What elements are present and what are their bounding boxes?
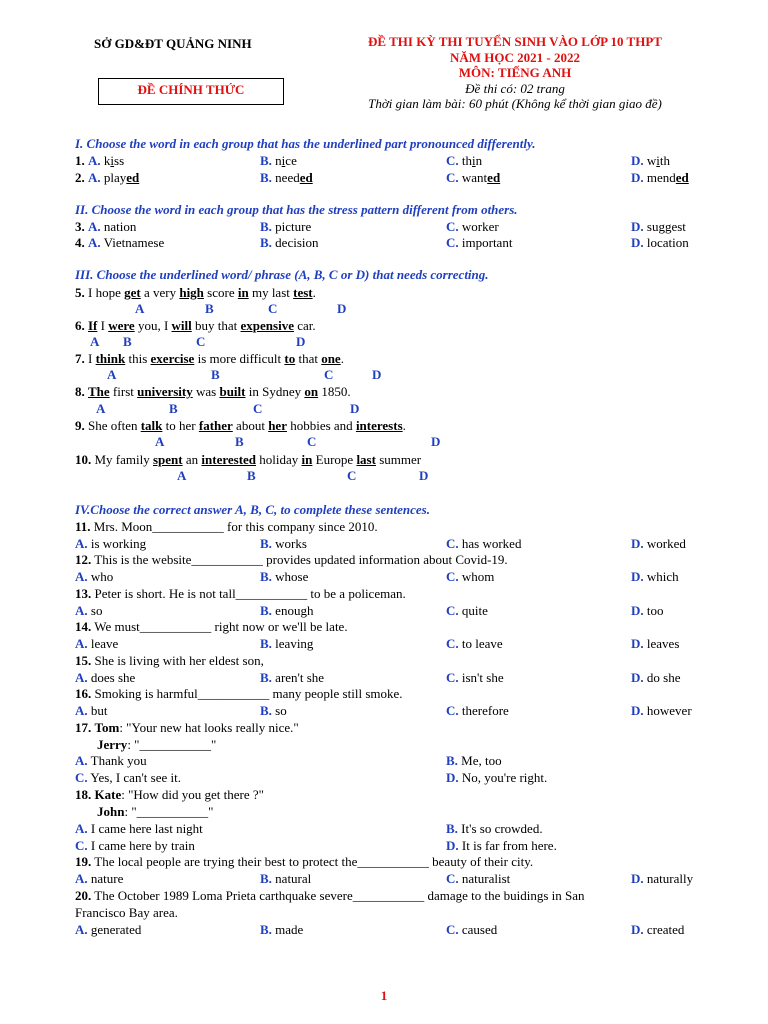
question-14-options: A. leave B. leaving C. to leave D. leaves <box>75 636 680 651</box>
exam-header <box>320 34 710 112</box>
section-2-title: II. Choose the word in each group that has the stress pattern different from others. <box>75 202 518 217</box>
question-5: 5. I hope get a very high score in my last test. <box>75 285 316 300</box>
question-8-options: A B C D <box>96 401 360 416</box>
exam-subject: MÔN: TIẾNG ANH <box>458 65 572 80</box>
pages-note: Đề thi có: 02 trang <box>465 80 565 96</box>
section-4-title: IV.Choose the correct answer A, B, C, to complete these sentences. <box>75 502 430 517</box>
question-17-options-row2: C. Yes, I can't see it. D. No, you're right. <box>75 770 548 785</box>
question-17: 17. Tom: "Your new hat looks really nice." <box>75 720 299 735</box>
question-9: 9. She often talk to her father about her hobbies and interests. <box>75 418 406 433</box>
page-number: 1 <box>380 988 388 1003</box>
question-12: 12. This is the website___________ provides updated information about Covid-19. <box>75 552 508 567</box>
question-10-options: A B C D <box>177 468 429 483</box>
question-19-options: A. nature B. natural C. naturalist D. naturally <box>75 871 694 886</box>
question-20: 20. The October 1989 Loma Prieta carthquake severe___________ damage to the buidings in San <box>75 888 585 903</box>
question-4: 4. A. Vietnamese B. decision C. important D. location <box>75 235 689 250</box>
question-3: 3. A. nation B. picture C. worker D. suggest <box>75 219 686 234</box>
department-name: SỞ GD&ĐT QUẢNG NINH <box>94 36 252 51</box>
section-1-title: I. Choose the word in each group that has the underlined part pronounced differently. <box>75 136 536 151</box>
question-2: 2. A. played B. needed C. wanted D. mended <box>75 170 689 185</box>
exam-title: ĐỀ THI KỲ THI TUYỂN SINH VÀO LỚP 10 THPT <box>368 34 662 49</box>
question-7: 7. I think this exercise is more difficult to that one. <box>75 351 344 366</box>
question-20-options: A. generated B. made C. caused D. created <box>75 922 685 937</box>
question-17-options-row1: A. Thank you B. Me, too <box>75 753 502 768</box>
question-11: 11. Mrs. Moon___________ for this company since 2010. <box>75 519 378 534</box>
question-16: 16. Smoking is harmful___________ many people still smoke. <box>75 686 403 701</box>
question-14: 14. We must___________ right now or we'll be late. <box>75 619 348 634</box>
question-13: 13. Peter is short. He is not tall___________ to be a policeman. <box>75 586 406 601</box>
question-16-options: A. but B. so C. therefore D. however <box>75 703 692 718</box>
question-7-options: A B C D <box>107 367 382 382</box>
question-10: 10. My family spent an interested holiday in Europe last summer <box>75 452 422 467</box>
question-13-options: A. so B. enough C. quite D. too <box>75 603 664 618</box>
question-5-options: A B C D <box>135 301 347 316</box>
question-18-options-row2: C. I came here by train D. It is far from here. <box>75 838 557 853</box>
question-12-options: A. who B. whose C. whom D. which <box>75 569 679 584</box>
question-6-options: A B C D <box>90 334 306 349</box>
question-20-continued: Francisco Bay area. <box>75 905 178 920</box>
question-18-options-row1: A. I came here last night B. It's so crowded. <box>75 821 543 836</box>
time-note: Thời gian làm bài: 60 phút (Không kể thời gian giao đề) <box>368 96 662 111</box>
section-3-title: III. Choose the underlined word/ phrase (A, B, C or D) that needs correcting. <box>75 267 489 282</box>
exam-year: NĂM HỌC 2021 - 2022 <box>450 49 580 65</box>
question-18-reply: John: "___________" <box>97 804 214 819</box>
question-8: 8. The first university was built in Sydney on 1850. <box>75 384 351 399</box>
question-1: 1. A. kiss B. nice C. thin D. with <box>75 153 671 168</box>
question-15-options: A. does she B. aren't she C. isn't she D. do she <box>75 670 681 685</box>
question-11-options: A. is working B. works C. has worked D. worked <box>75 536 686 551</box>
question-19: 19. The local people are trying their best to protect the___________ beauty of their city. <box>75 854 534 869</box>
question-18: 18. Kate: "How did you get there ?" <box>75 787 264 802</box>
question-9-options: A B C D <box>155 434 441 449</box>
official-label: ĐỀ CHÍNH THỨC <box>98 78 284 105</box>
question-6: 6. If I were you, I will buy that expensive car. <box>75 318 316 333</box>
question-15: 15. She is living with her eldest son, <box>75 653 264 668</box>
question-17-reply: Jerry: "___________" <box>97 737 217 752</box>
